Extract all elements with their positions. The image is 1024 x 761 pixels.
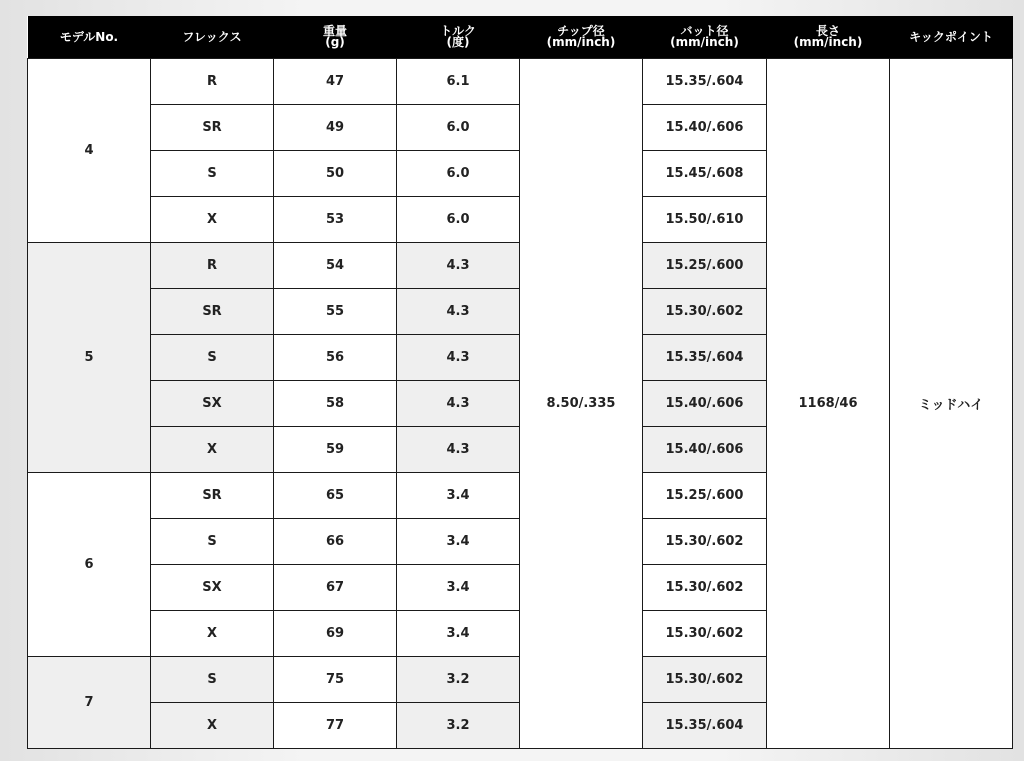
butt-diameter-cell: 15.35/.604 (643, 703, 767, 749)
flex-cell: SX (151, 565, 274, 611)
weight-cell: 67 (274, 565, 397, 611)
header-tip: チップ径 (mm/inch) (520, 16, 643, 59)
weight-cell: 75 (274, 657, 397, 703)
weight-cell: 65 (274, 473, 397, 519)
length-cell: 1168/46 (767, 59, 890, 749)
butt-diameter-cell: 15.35/.604 (643, 335, 767, 381)
shaft-spec-table (27, 16, 1013, 749)
butt-diameter-cell: 15.50/.610 (643, 197, 767, 243)
weight-cell: 49 (274, 105, 397, 151)
torque-cell: 4.3 (397, 381, 520, 427)
table-body (28, 59, 1013, 749)
header-length: 長さ (mm/inch) (767, 16, 890, 59)
butt-diameter-cell: 15.25/.600 (643, 473, 767, 519)
flex-cell: X (151, 197, 274, 243)
header-flex: フレックス (151, 16, 274, 59)
weight-cell: 66 (274, 519, 397, 565)
torque-cell: 6.0 (397, 151, 520, 197)
model-cell: 6 (28, 473, 151, 657)
butt-diameter-cell: 15.30/.602 (643, 657, 767, 703)
torque-cell: 3.4 (397, 519, 520, 565)
torque-cell: 6.1 (397, 59, 520, 105)
butt-diameter-cell: 15.45/.608 (643, 151, 767, 197)
weight-cell: 47 (274, 59, 397, 105)
header-butt: バット径 (mm/inch) (643, 16, 767, 59)
flex-cell: X (151, 611, 274, 657)
header-row (28, 16, 1013, 59)
butt-diameter-cell: 15.30/.602 (643, 611, 767, 657)
kick-point-cell: ミッドハイ (890, 59, 1013, 749)
torque-cell: 3.4 (397, 611, 520, 657)
tip-diameter-cell: 8.50/.335 (520, 59, 643, 749)
flex-cell: R (151, 243, 274, 289)
table-header (28, 16, 1013, 59)
flex-cell: S (151, 151, 274, 197)
torque-cell: 4.3 (397, 289, 520, 335)
weight-cell: 50 (274, 151, 397, 197)
weight-cell: 53 (274, 197, 397, 243)
butt-diameter-cell: 15.30/.602 (643, 519, 767, 565)
torque-cell: 3.2 (397, 657, 520, 703)
weight-cell: 56 (274, 335, 397, 381)
torque-cell: 6.0 (397, 105, 520, 151)
torque-cell: 6.0 (397, 197, 520, 243)
torque-cell: 3.4 (397, 565, 520, 611)
model-cell: 7 (28, 657, 151, 749)
torque-cell: 3.2 (397, 703, 520, 749)
weight-cell: 58 (274, 381, 397, 427)
weight-cell: 54 (274, 243, 397, 289)
butt-diameter-cell: 15.30/.602 (643, 565, 767, 611)
torque-cell: 4.3 (397, 243, 520, 289)
butt-diameter-cell: 15.40/.606 (643, 427, 767, 473)
flex-cell: R (151, 59, 274, 105)
butt-diameter-cell: 15.30/.602 (643, 289, 767, 335)
butt-diameter-cell: 15.40/.606 (643, 381, 767, 427)
butt-diameter-cell: 15.40/.606 (643, 105, 767, 151)
table-row (28, 59, 1013, 105)
weight-cell: 77 (274, 703, 397, 749)
weight-cell: 69 (274, 611, 397, 657)
flex-cell: S (151, 519, 274, 565)
flex-cell: X (151, 427, 274, 473)
flex-cell: S (151, 335, 274, 381)
weight-cell: 55 (274, 289, 397, 335)
butt-diameter-cell: 15.25/.600 (643, 243, 767, 289)
model-cell: 5 (28, 243, 151, 473)
header-torque: トルク (度) (397, 16, 520, 59)
flex-cell: S (151, 657, 274, 703)
flex-cell: SR (151, 289, 274, 335)
flex-cell: SR (151, 105, 274, 151)
butt-diameter-cell: 15.35/.604 (643, 59, 767, 105)
flex-cell: SR (151, 473, 274, 519)
model-cell: 4 (28, 59, 151, 243)
torque-cell: 4.3 (397, 427, 520, 473)
torque-cell: 3.4 (397, 473, 520, 519)
flex-cell: SX (151, 381, 274, 427)
flex-cell: X (151, 703, 274, 749)
torque-cell: 4.3 (397, 335, 520, 381)
weight-cell: 59 (274, 427, 397, 473)
header-model: モデルNo. (28, 16, 151, 59)
header-weight: 重量 (g) (274, 16, 397, 59)
header-kick: キックポイント (890, 16, 1013, 59)
